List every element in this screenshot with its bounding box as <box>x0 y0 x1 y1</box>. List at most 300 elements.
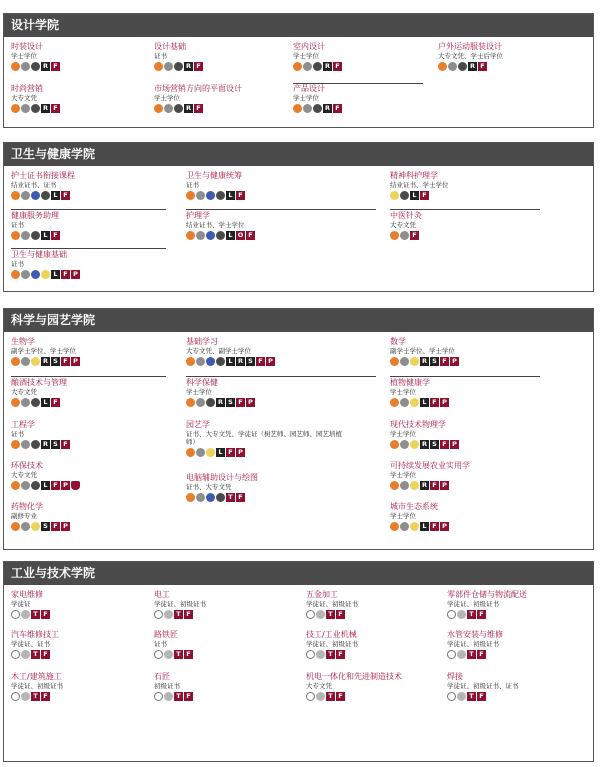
program-icon-row <box>390 480 470 490</box>
program-title: 现代技术物理学 <box>390 420 446 429</box>
code-f-badge: F <box>236 493 245 502</box>
section-title: 工业与技术学院 <box>4 562 593 585</box>
code-f-badge: F <box>336 650 345 659</box>
lgray-circle-icon <box>164 610 173 619</box>
program-icon-row <box>11 397 67 407</box>
orange-circle-icon <box>11 398 20 407</box>
code-t-badge: T <box>467 650 476 659</box>
program-degree: 学徒证、初级证书、证书 <box>447 682 519 690</box>
blue-circle-icon <box>31 191 40 200</box>
program-icon-row <box>11 269 80 279</box>
outline-circle-icon <box>306 650 315 659</box>
program-title: 药物化学 <box>11 502 43 511</box>
program-icon-row <box>11 480 80 490</box>
program-degree: 结业证书、学士学位 <box>390 181 449 189</box>
yellow-circle-icon <box>410 522 419 531</box>
program-item[interactable] <box>154 672 193 701</box>
program-item[interactable] <box>447 590 527 619</box>
program-item[interactable] <box>390 378 449 407</box>
program-degree: 学士学位 <box>293 94 319 102</box>
gray-circle-icon <box>303 62 312 71</box>
code-f-badge: F <box>194 62 203 71</box>
dark-circle-icon <box>31 62 40 71</box>
program-degree: 副学士学位、学士学位 <box>390 347 455 355</box>
yellow-circle-icon <box>41 270 50 279</box>
code-f-badge: F <box>430 481 439 490</box>
program-icon-row <box>390 356 459 366</box>
program-item[interactable] <box>11 42 60 71</box>
program-icon-row <box>438 61 503 71</box>
yellow-circle-icon <box>390 191 399 200</box>
code-p-badge: P <box>440 481 449 490</box>
code-r-badge: R <box>42 439 48 448</box>
program-degree: 学士学位 <box>390 430 416 438</box>
program-icon-row <box>447 609 527 619</box>
program-degree: 证书 <box>11 260 24 268</box>
program-title: 电工 <box>154 590 170 599</box>
program-icon-row <box>306 609 358 619</box>
program-icon-row <box>390 230 422 240</box>
orange-circle-icon <box>293 62 302 71</box>
gray-circle-icon <box>21 231 30 240</box>
orange-circle-icon <box>11 357 20 366</box>
dark-circle-icon <box>216 231 225 240</box>
code-f-badge: F <box>194 104 203 113</box>
code-f-badge: F <box>226 448 235 457</box>
program-icon-row <box>293 103 342 113</box>
code-f-badge: F <box>184 610 193 619</box>
code-f-badge: F <box>440 440 449 449</box>
program-title: 健康服务助理 <box>11 211 59 220</box>
program-degree: 学士学位 <box>390 512 416 520</box>
section-title: 科学与园艺学院 <box>4 309 593 332</box>
code-f-badge: F <box>51 104 60 113</box>
code-l-badge: L <box>41 231 50 240</box>
program-item[interactable] <box>447 630 503 659</box>
program-item[interactable] <box>11 378 67 407</box>
program-title: 精神科护理学 <box>390 171 438 180</box>
program-degree: 证书、大专文凭、学徒证（树艺师、园艺师、园艺培植师） <box>186 430 342 446</box>
program-title: 环保技术 <box>11 461 43 470</box>
code-f-badge: F <box>51 481 60 490</box>
code-s-badge: S <box>51 357 60 366</box>
orange-circle-icon <box>390 231 399 240</box>
code-t-badge: T <box>467 692 476 701</box>
code-f-badge: F <box>246 231 255 240</box>
code-f-badge: F <box>51 398 60 407</box>
program-degree: 学徒证、初级证书 <box>11 682 63 690</box>
program-icon-row <box>154 649 193 659</box>
program-degree: 学士学位 <box>390 471 416 479</box>
code-p-badge: P <box>450 440 459 449</box>
program-title: 园艺学 <box>186 420 210 429</box>
program-degree: 学徒证、初级证书 <box>447 600 499 608</box>
code-r-badge: R <box>217 397 223 406</box>
lgray-circle-icon <box>21 692 30 701</box>
yellow-circle-icon <box>31 357 40 366</box>
code-r-badge: R <box>42 356 48 365</box>
program-item[interactable] <box>11 502 70 531</box>
code-f-badge: F <box>430 522 439 531</box>
code-s-badge: S <box>430 357 439 366</box>
program-item[interactable] <box>186 171 245 200</box>
program-item[interactable] <box>390 502 449 531</box>
program-degree: 大专文凭、学士后学位 <box>438 52 503 60</box>
program-degree: 大专文凭 <box>11 388 37 396</box>
program-icon-row <box>306 691 402 701</box>
program-title: 中医针灸 <box>390 211 422 220</box>
program-title: 汽车维修技工 <box>11 630 59 639</box>
program-icon-row <box>11 61 60 71</box>
section-title: 设计学院 <box>4 14 593 37</box>
program-icon-row <box>11 356 80 366</box>
program-item[interactable] <box>154 630 193 659</box>
orange-circle-icon <box>154 62 163 71</box>
program-item[interactable] <box>11 211 60 240</box>
gray-circle-icon <box>21 481 30 490</box>
code-l-badge: L <box>410 191 419 200</box>
program-item[interactable] <box>186 211 255 240</box>
code-f-badge: F <box>333 104 342 113</box>
code-f-badge: F <box>41 610 50 619</box>
program-title: 卫生与健康统筹 <box>186 171 242 180</box>
lgray-circle-icon <box>21 650 30 659</box>
program-title: 可持续发展农业实用学 <box>390 461 470 470</box>
program-icon-row <box>11 649 59 659</box>
code-f-badge: F <box>440 357 449 366</box>
lgray-circle-icon <box>164 650 173 659</box>
orange-circle-icon <box>186 493 195 502</box>
yellow-circle-icon <box>206 448 215 457</box>
program-item[interactable] <box>11 461 80 490</box>
program-item[interactable] <box>11 171 75 200</box>
program-title: 数学 <box>390 337 406 346</box>
code-l-badge: L <box>41 481 50 490</box>
orange-circle-icon <box>11 62 20 71</box>
dark-circle-icon <box>31 440 40 449</box>
gray-circle-icon <box>196 493 205 502</box>
program-icon-row <box>154 691 193 701</box>
code-l-badge: L <box>226 357 235 366</box>
program-title: 室内设计 <box>293 42 325 51</box>
program-item[interactable] <box>11 672 63 701</box>
gray-circle-icon <box>21 398 30 407</box>
program-icon-row <box>11 521 70 531</box>
lgray-circle-icon <box>316 610 325 619</box>
orange-circle-icon <box>11 440 20 449</box>
program-degree: 证书 <box>186 181 199 189</box>
orange-circle-icon <box>390 481 399 490</box>
program-title: 生物学 <box>11 337 35 346</box>
code-t-badge: T <box>174 692 183 701</box>
program-item[interactable] <box>306 590 358 619</box>
program-degree: 副修专业 <box>11 512 37 520</box>
code-p-badge: P <box>61 481 70 490</box>
program-item[interactable] <box>11 84 60 113</box>
orange-circle-icon <box>186 231 195 240</box>
code-t-badge: T <box>226 493 235 502</box>
program-item[interactable] <box>390 337 459 366</box>
lgray-circle-icon <box>316 650 325 659</box>
program-icon-row <box>293 61 342 71</box>
blue-circle-icon <box>31 270 40 279</box>
gray-circle-icon <box>303 104 312 113</box>
program-degree: 大专文凭、副学士学位 <box>186 347 251 355</box>
outline-circle-icon <box>306 692 315 701</box>
gray-circle-icon <box>21 357 30 366</box>
code-r-badge: R <box>421 480 427 489</box>
code-t-badge: T <box>467 610 476 619</box>
program-icon-row <box>154 61 203 71</box>
orange-circle-icon <box>11 191 20 200</box>
dark-circle-icon <box>206 398 215 407</box>
lgray-circle-icon <box>164 692 173 701</box>
program-item[interactable] <box>11 590 50 619</box>
blue-circle-icon <box>206 231 215 240</box>
orange-circle-icon <box>186 448 195 457</box>
code-r-badge: R <box>237 356 243 365</box>
program-degree: 学徒证 <box>11 600 31 608</box>
program-item[interactable] <box>186 473 258 502</box>
code-t-badge: T <box>326 610 335 619</box>
gray-circle-icon <box>196 231 205 240</box>
program-icon-row <box>154 609 206 619</box>
code-r-badge: R <box>421 356 427 365</box>
code-r-badge: R <box>185 61 191 70</box>
gray-circle-icon <box>21 191 30 200</box>
dark-circle-icon <box>174 104 183 113</box>
gray-circle-icon <box>400 481 409 490</box>
dark-circle-icon <box>313 62 322 71</box>
gray-circle-icon <box>21 522 30 531</box>
lgray-circle-icon <box>457 650 466 659</box>
yellow-circle-icon <box>410 440 419 449</box>
dark-circle-icon <box>31 104 40 113</box>
code-f-badge: F <box>51 231 60 240</box>
program-title: 科学保健 <box>186 378 218 387</box>
program-title: 基础学习 <box>186 337 218 346</box>
program-item[interactable] <box>186 378 255 407</box>
program-icon-row <box>11 190 75 200</box>
code-f-badge: F <box>61 270 70 279</box>
blue-circle-icon <box>206 493 215 502</box>
code-r-badge: R <box>42 61 48 70</box>
code-f-badge: F <box>61 191 70 200</box>
code-f-badge: F <box>51 62 60 71</box>
orange-circle-icon <box>293 104 302 113</box>
code-s-badge: S <box>226 398 235 407</box>
blue-circle-icon <box>206 357 215 366</box>
blue-circle-icon <box>206 191 215 200</box>
program-title: 植物健康学 <box>390 378 430 387</box>
program-title: 零部件仓储与物流配送 <box>447 590 527 599</box>
code-f-badge: F <box>236 191 245 200</box>
program-title: 产品设计 <box>293 84 325 93</box>
outline-circle-icon <box>11 650 20 659</box>
program-degree: 学士学位 <box>11 52 37 60</box>
orange-circle-icon <box>390 440 399 449</box>
program-item[interactable] <box>11 420 70 449</box>
program-title: 时尚营销 <box>11 84 43 93</box>
program-item[interactable] <box>438 42 503 71</box>
dark-circle-icon <box>400 191 409 200</box>
orange-circle-icon <box>154 104 163 113</box>
code-s-badge: S <box>41 522 50 531</box>
divider-line <box>11 209 166 210</box>
outline-circle-icon <box>447 650 456 659</box>
code-p-badge: P <box>246 398 255 407</box>
code-r-badge: R <box>324 61 330 70</box>
program-icon-row <box>390 397 449 407</box>
code-t-badge: T <box>31 650 40 659</box>
program-title: 时装设计 <box>11 42 43 51</box>
program-degree: 大专文凭 <box>11 94 37 102</box>
code-f-badge: F <box>336 610 345 619</box>
code-f-badge: F <box>184 692 193 701</box>
program-title: 护理学 <box>186 211 210 220</box>
program-item[interactable] <box>186 337 275 366</box>
program-icon-row <box>154 103 242 113</box>
program-degree: 学徒证、初级证书 <box>447 640 499 648</box>
gray-circle-icon <box>400 398 409 407</box>
program-item[interactable] <box>390 420 459 449</box>
gray-circle-icon <box>164 104 173 113</box>
code-f-badge: F <box>256 357 265 366</box>
code-t-badge: T <box>326 692 335 701</box>
program-title: 电脑辅助设计与绘图 <box>186 473 258 482</box>
code-f-badge: F <box>184 650 193 659</box>
program-icon-row <box>186 230 255 240</box>
program-degree: 证书 <box>11 221 24 229</box>
dark-circle-icon <box>216 493 225 502</box>
program-item[interactable] <box>11 337 80 366</box>
code-s-badge: S <box>51 440 60 449</box>
outline-circle-icon <box>154 650 163 659</box>
program-item[interactable] <box>306 630 358 659</box>
code-s-badge: S <box>430 440 439 449</box>
gray-circle-icon <box>21 440 30 449</box>
dark-circle-icon <box>31 231 40 240</box>
program-degree: 大专文凭 <box>390 221 416 229</box>
program-item[interactable] <box>447 672 519 701</box>
gray-circle-icon <box>400 357 409 366</box>
program-item[interactable] <box>154 590 206 619</box>
program-degree: 副学士学位、学士学位 <box>11 347 76 355</box>
outline-circle-icon <box>447 692 456 701</box>
code-r-badge: R <box>469 61 475 70</box>
program-degree: 学徒证、证书 <box>11 640 50 648</box>
code-t-badge: T <box>31 610 40 619</box>
program-item[interactable] <box>293 84 342 113</box>
program-item[interactable] <box>11 630 59 659</box>
section-title: 卫生与健康学院 <box>4 143 593 166</box>
orange-circle-icon <box>390 398 399 407</box>
program-item[interactable] <box>306 672 402 701</box>
code-t-badge: T <box>174 650 183 659</box>
gray-circle-icon <box>164 62 173 71</box>
program-item[interactable] <box>154 84 242 113</box>
code-f-badge: F <box>336 692 345 701</box>
lgray-circle-icon <box>21 610 30 619</box>
gray-circle-icon <box>196 357 205 366</box>
code-p-badge: P <box>440 522 449 531</box>
code-f-badge: F <box>51 522 60 531</box>
code-l-badge: L <box>226 191 235 200</box>
program-icon-row <box>186 356 275 366</box>
dark-circle-icon <box>31 398 40 407</box>
orange-circle-icon <box>186 398 195 407</box>
program-degree: 学士学位 <box>390 388 416 396</box>
program-item[interactable] <box>186 420 346 457</box>
program-title: 技工/工业机械 <box>306 630 357 639</box>
program-item[interactable] <box>390 211 422 240</box>
code-f-badge: F <box>41 692 50 701</box>
code-f-badge: F <box>430 398 439 407</box>
program-icon-row <box>11 103 60 113</box>
section-health <box>3 142 594 292</box>
outline-circle-icon <box>11 692 20 701</box>
program-title: 市场营销方向的平面设计 <box>154 84 242 93</box>
program-degree: 证书 <box>11 430 24 438</box>
orange-circle-icon <box>438 62 447 71</box>
orange-circle-icon <box>390 357 399 366</box>
program-degree: 大专文凭 <box>11 471 37 479</box>
outline-circle-icon <box>306 610 315 619</box>
yellow-circle-icon <box>410 398 419 407</box>
code-f-badge: F <box>478 62 487 71</box>
code-p-badge: P <box>71 270 80 279</box>
yellow-circle-icon <box>31 522 40 531</box>
program-title: 设计基础 <box>154 42 186 51</box>
program-title: 机电一体化和先进制造技术 <box>306 672 402 681</box>
program-item[interactable] <box>293 42 342 71</box>
orange-circle-icon <box>11 481 20 490</box>
gray-circle-icon <box>196 448 205 457</box>
code-s-badge: S <box>246 357 255 366</box>
code-p-badge: P <box>71 357 80 366</box>
code-l-badge: L <box>226 231 235 240</box>
code-f-badge: F <box>41 650 50 659</box>
code-f-badge: F <box>420 191 429 200</box>
code-p-badge: P <box>61 522 70 531</box>
program-title: 卫生与健康基础 <box>11 250 67 259</box>
program-title: 酿酒技术与管理 <box>11 378 67 387</box>
code-f-badge: F <box>333 62 342 71</box>
program-icon-row <box>390 190 449 200</box>
program-title: 水管安装与维修 <box>447 630 503 639</box>
code-r-badge: R <box>185 103 191 112</box>
gray-circle-icon <box>21 104 30 113</box>
gray-circle-icon <box>196 398 205 407</box>
code-f-badge: F <box>477 692 486 701</box>
code-f-badge: F <box>477 610 486 619</box>
program-item[interactable] <box>390 171 449 200</box>
program-degree: 大专文凭 <box>306 682 332 690</box>
code-l-badge: L <box>420 522 429 531</box>
program-item[interactable] <box>154 42 203 71</box>
code-f-badge: F <box>61 357 70 366</box>
divider-line <box>11 248 166 249</box>
code-f-badge: F <box>236 398 245 407</box>
code-p-badge: P <box>236 448 245 457</box>
divider-line <box>11 376 166 377</box>
code-l-badge: L <box>51 191 60 200</box>
code-o-badge: O <box>237 230 244 239</box>
program-icon-row <box>11 439 70 449</box>
program-item[interactable] <box>11 250 80 279</box>
code-f-badge: F <box>410 231 419 240</box>
program-item[interactable] <box>390 461 470 490</box>
